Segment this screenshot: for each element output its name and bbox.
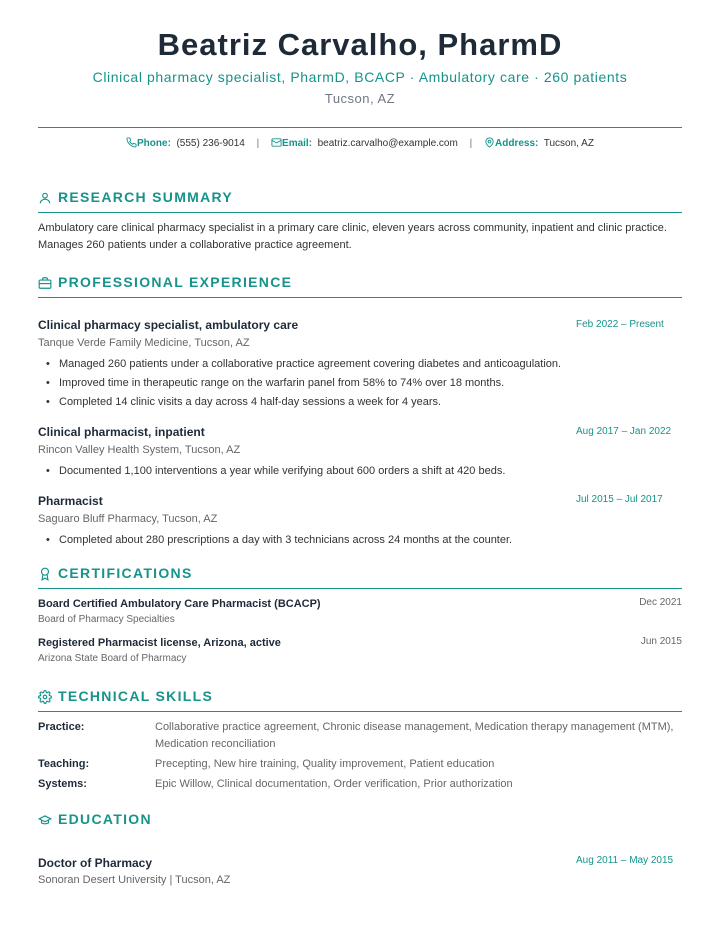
skills-section-header bbox=[38, 690, 682, 712]
certification-title: Registered Pharmacist license, Arizona, active bbox=[38, 637, 281, 649]
skill-label: Systems: bbox=[38, 778, 87, 790]
school-name: Sonoran Desert University | Tucson, AZ bbox=[38, 874, 231, 886]
degree-title: Doctor of Pharmacy bbox=[38, 856, 153, 870]
job-organization: Rincon Valley Health System, Tucson, AZ bbox=[38, 444, 241, 456]
email-value: beatriz.carvalho@example.com bbox=[317, 138, 458, 149]
job-dates: Aug 2017 – Jan 2022 bbox=[576, 426, 672, 437]
skill-label: Teaching: bbox=[38, 758, 90, 770]
job-bullets bbox=[46, 357, 682, 414]
job-title: Clinical pharmacist, inpatient bbox=[38, 425, 205, 439]
experience-section-title: PROFESSIONAL EXPERIENCE bbox=[58, 274, 293, 290]
address-label: Address: bbox=[495, 138, 539, 149]
header-divider bbox=[38, 127, 682, 128]
skill-value: Epic Willow, Clinical documentation, Order verification, Prior authorization bbox=[155, 778, 513, 790]
certification-issuer: Board of Pharmacy Specialties bbox=[38, 614, 175, 625]
map-pin-icon bbox=[484, 137, 495, 148]
certification-title: Board Certified Ambulatory Care Pharmacist (BCACP) bbox=[38, 598, 321, 610]
certification-date: Jun 2015 bbox=[640, 636, 682, 647]
education-dates: Aug 2011 – May 2015 bbox=[576, 855, 674, 866]
education-section-title: EDUCATION bbox=[58, 811, 152, 827]
phone-contact[interactable] bbox=[126, 138, 248, 149]
skill-value: Precepting, New hire training, Quality improvement, Patient education bbox=[155, 758, 495, 770]
certification-issuer: Arizona State Board of Pharmacy bbox=[38, 653, 187, 664]
summary-text: Ambulatory care clinical pharmacy specialist in a primary care clinic, eleven years across community, inpatient and clinic practice. Manages 260 patients under a collaborative practice agreement. bbox=[38, 222, 667, 251]
certifications-section-header bbox=[38, 567, 682, 589]
experience-section-header bbox=[38, 276, 682, 298]
phone-value: (555) 236-9014 bbox=[176, 138, 245, 149]
phone-icon bbox=[126, 137, 137, 148]
candidate-tagline: Clinical pharmacy specialist, PharmD, BCACP · Ambulatory care · 260 patients bbox=[92, 69, 628, 85]
address-value: Tucson, AZ bbox=[543, 138, 594, 149]
job-bullets bbox=[46, 464, 682, 483]
briefcase-icon bbox=[38, 276, 52, 290]
candidate-name: Beatriz Carvalho, PharmD bbox=[157, 27, 563, 62]
skills-section-title: TECHNICAL SKILLS bbox=[58, 688, 214, 704]
summary-section-header bbox=[38, 191, 682, 213]
contact-separator: | bbox=[469, 138, 473, 149]
email-label: Email: bbox=[282, 138, 313, 149]
certifications-section-title: CERTIFICATIONS bbox=[58, 565, 193, 581]
job-bullet: • Managed 260 patients under a collaborative practice agreement covering diabetes and anticoagulation. bbox=[46, 357, 682, 376]
job-dates: Jul 2015 – Jul 2017 bbox=[576, 494, 663, 505]
contact-separator: | bbox=[256, 138, 260, 149]
skill-value: Collaborative practice agreement, Chronic disease management, Medication therapy management (MTM), Medication reconciliation bbox=[155, 721, 674, 750]
job-bullet: • Completed 14 clinic visits a day across 4 half-day sessions a week for 4 years. bbox=[46, 395, 682, 414]
job-title: Clinical pharmacy specialist, ambulatory care bbox=[38, 318, 299, 332]
address-contact bbox=[484, 138, 594, 149]
job-bullet: • Improved time in therapeutic range on the warfarin panel from 58% to 74% over 18 months. bbox=[46, 376, 682, 395]
contact-bar bbox=[38, 137, 682, 149]
certification-date: Dec 2021 bbox=[639, 597, 682, 608]
education-section-header bbox=[38, 813, 682, 835]
job-organization: Saguaro Bluff Pharmacy, Tucson, AZ bbox=[38, 513, 218, 525]
job-bullets bbox=[46, 533, 682, 552]
phone-label: Phone: bbox=[137, 138, 171, 149]
graduation-cap-icon bbox=[38, 813, 52, 827]
job-organization: Tanque Verde Family Medicine, Tucson, AZ bbox=[38, 337, 250, 349]
job-bullet: • Documented 1,100 interventions a year while verifying about 600 orders a shift at 420 beds. bbox=[46, 464, 682, 483]
skill-label: Practice: bbox=[38, 721, 85, 733]
job-bullet: • Completed about 280 prescriptions a day with 3 technicians across 24 months at the counter. bbox=[46, 533, 682, 552]
person-icon bbox=[38, 191, 52, 205]
job-dates: Feb 2022 – Present bbox=[576, 319, 664, 330]
candidate-location: Tucson, AZ bbox=[324, 91, 396, 106]
job-title: Pharmacist bbox=[38, 494, 103, 508]
gear-icon bbox=[38, 690, 52, 704]
mail-icon bbox=[271, 137, 282, 148]
summary-section-title: RESEARCH SUMMARY bbox=[58, 189, 234, 205]
award-ribbon-icon bbox=[38, 567, 52, 581]
email-contact[interactable] bbox=[271, 138, 461, 149]
